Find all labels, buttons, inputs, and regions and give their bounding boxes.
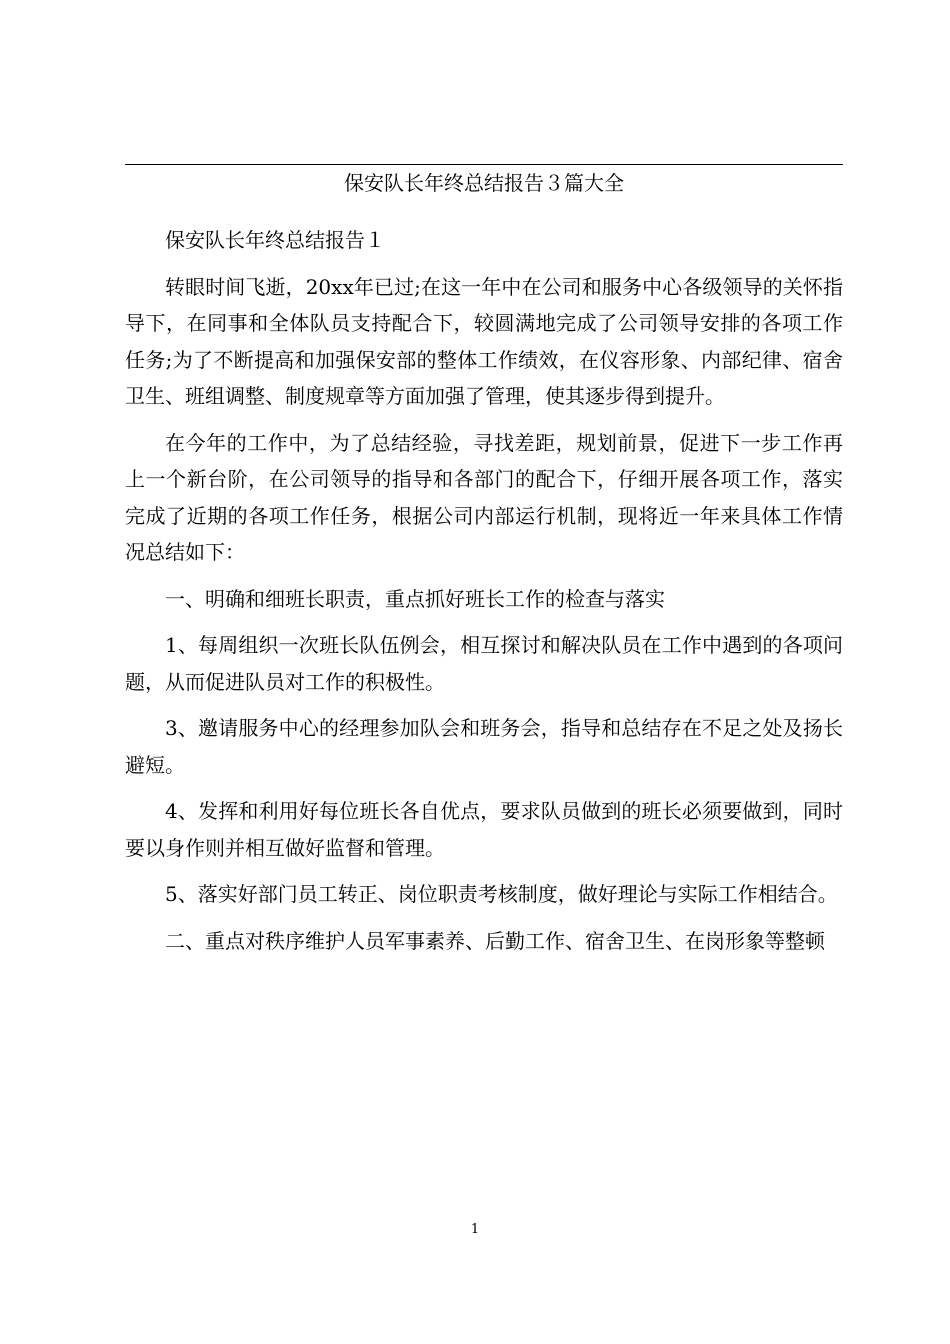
document-title: 保安队长年终总结报告３篇大全	[344, 171, 624, 195]
section-heading-report-1: 保安队长年终总结报告１	[165, 228, 385, 252]
section-heading-one: 一、明确和细班长职责，重点抓好班长工作的检查与落实	[165, 586, 665, 611]
section-heading-two: 二、重点对秩序维护人员军事素养、后勤工作、宿舍卫生、在岗形象等整顿	[165, 928, 825, 953]
list-item-1: 1、每周组织一次班长队伍例会，相互探讨和解决队员在工作中遇到的各项问题，从而促进队员对工作的积极性。	[125, 633, 843, 694]
paragraph-overview: 在今年的工作中，为了总结经验，寻找差距，规划前景，促进下一步工作再上一个新台阶，在公司领导的指导和各部门的配合下，仔细开展各项工作，落实完成了近期的各项工作任务，根据公司内部运行机制，现将近一年来具体工作情况总结如下：	[125, 430, 843, 564]
list-item-3: 3、邀请服务中心的经理参加队会和班务会，指导和总结存在不足之处及扬长避短。	[125, 716, 843, 777]
paragraph-intro: 转眼时间飞逝，20xx年已过;在这一年中在公司和服务中心各级领导的关怀指导下，在同事和全体队员支持配合下，较圆满地完成了公司领导安排的各项工作任务;为了不断提高和加强保安部的整体工作绩效，在仪容形象、内部纪律、宿舍卫生、班组调整、制度规章等方面加强了管理，使其逐步得到提升。	[125, 274, 843, 408]
list-item-4: 4、发挥和利用好每位班长各自优点，要求队员做到的班长必须要做到，同时要以身作则并相互做好监督和管理。	[125, 799, 843, 860]
list-item-5: 5、落实好部门员工转正、岗位职责考核制度，做好理论与实际工作相结合。	[165, 882, 838, 906]
page-number: 1	[470, 1222, 480, 1237]
header-rule	[125, 164, 843, 165]
document-body	[125, 222, 843, 969]
